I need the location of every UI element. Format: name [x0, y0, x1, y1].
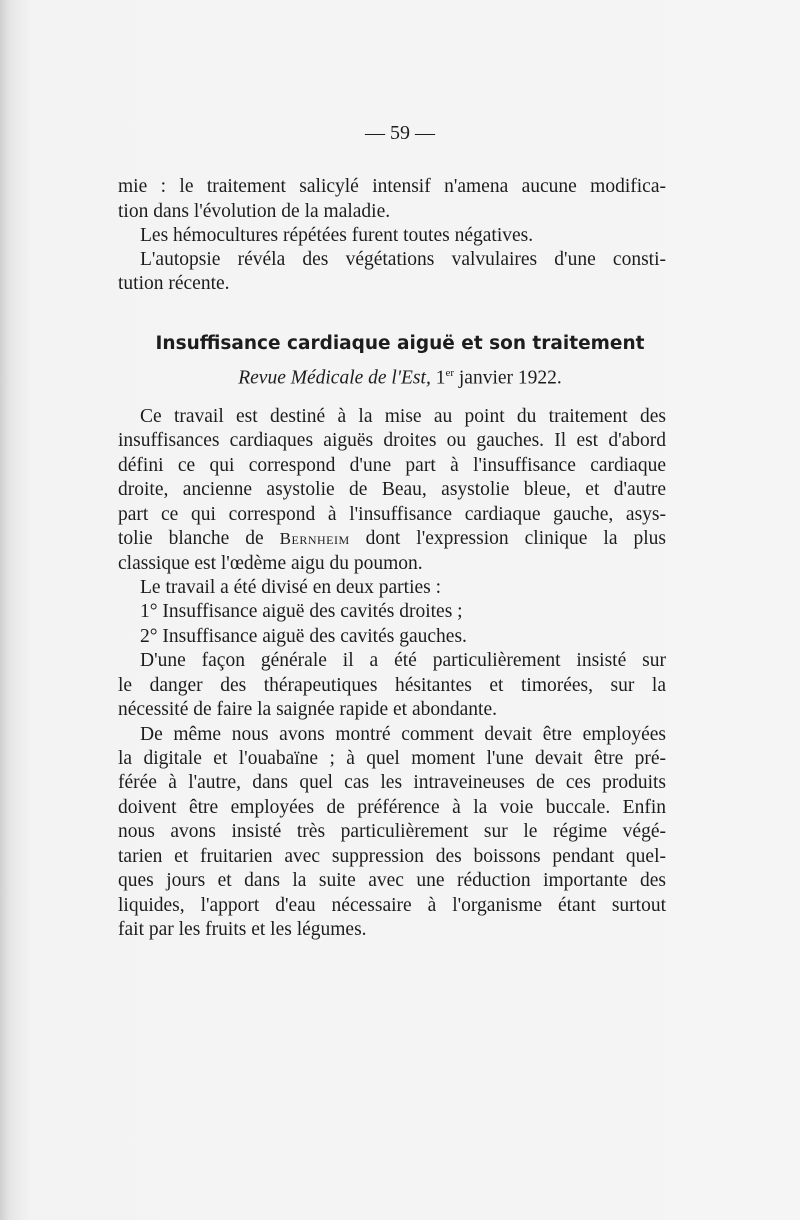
text-line: D'une façon générale il a été particulièrement insisté sur [140, 650, 666, 671]
article-source [0, 367, 800, 390]
text-line: la digitale et l'ouabaïne ; à quel moment l'une devait être pré- [118, 748, 666, 769]
text-line: insuffisances cardiaques aiguës droites ou gauches. Il est d'abord [118, 430, 666, 451]
source-date: janvier 1922. [458, 367, 562, 389]
article-title: Insuffisance cardiaque aiguë et son traitement [155, 333, 645, 354]
text-fragment: tolie blanche de [118, 528, 280, 549]
text-line: classique est l'œdème aigu du poumon. [118, 553, 423, 574]
text-line: tution récente. [118, 273, 230, 294]
text-line: Ce travail est destiné à la mise au point du traitement des [140, 406, 666, 427]
text-line: De même nous avons montré comment devait être employées [140, 724, 666, 745]
list-item: 2° Insuffisance aiguë des cavités gauches. [140, 626, 467, 647]
text-line: le danger des thérapeutiques hésitantes et timorées, sur la [118, 675, 666, 696]
page-number: — 59 — [365, 122, 435, 144]
text-line: férée à l'autre, dans quel cas les intraveineuses de ces produits [118, 772, 666, 793]
text-line: droite, ancienne asystolie de Beau, asystolie bleue, et d'autre [118, 479, 666, 500]
text-line: part ce qui correspond à l'insuffisance cardiaque gauche, asys- [118, 504, 666, 525]
text-line: Les hémocultures répétées furent toutes négatives. [140, 225, 534, 246]
text-line: défini ce qui correspond d'une part à l'insuffisance cardiaque [118, 455, 666, 476]
text-line: mie : le traitement salicylé intensif n'amena aucune modifica- [118, 176, 666, 197]
text-line: ques jours et dans la suite avec une réduction importante des [118, 870, 666, 891]
text-line: nécessité de faire la saignée rapide et abondante. [118, 699, 497, 720]
source-journal: Revue Médicale de l'Est, [238, 367, 431, 389]
text-line: L'autopsie révéla des végétations valvulaires d'une consti- [140, 249, 666, 270]
text-line: doivent être employées de préférence à la voie buccale. Enfin [118, 797, 666, 818]
text-line: nous avons insisté très particulièrement sur le régime végé- [118, 821, 666, 842]
text-line: fait par les fruits et les légumes. [118, 919, 367, 940]
list-item: 1° Insuffisance aiguë des cavités droites ; [140, 601, 463, 622]
author-name: Bernheim [279, 529, 350, 548]
text-line: tarien et fruitarien avec suppression des boissons pendant quel- [118, 846, 666, 867]
text-line: Le travail a été divisé en deux parties : [140, 577, 442, 598]
source-day: 1 [435, 367, 446, 389]
text-line: tion dans l'évolution de la maladie. [118, 201, 391, 222]
source-day-suffix: er [445, 367, 454, 379]
text-line: liquides, l'apport d'eau nécessaire à l'organisme étant surtout [118, 895, 666, 916]
text-line [118, 527, 666, 551]
text-fragment: dont l'expression clinique la plus [349, 528, 666, 549]
